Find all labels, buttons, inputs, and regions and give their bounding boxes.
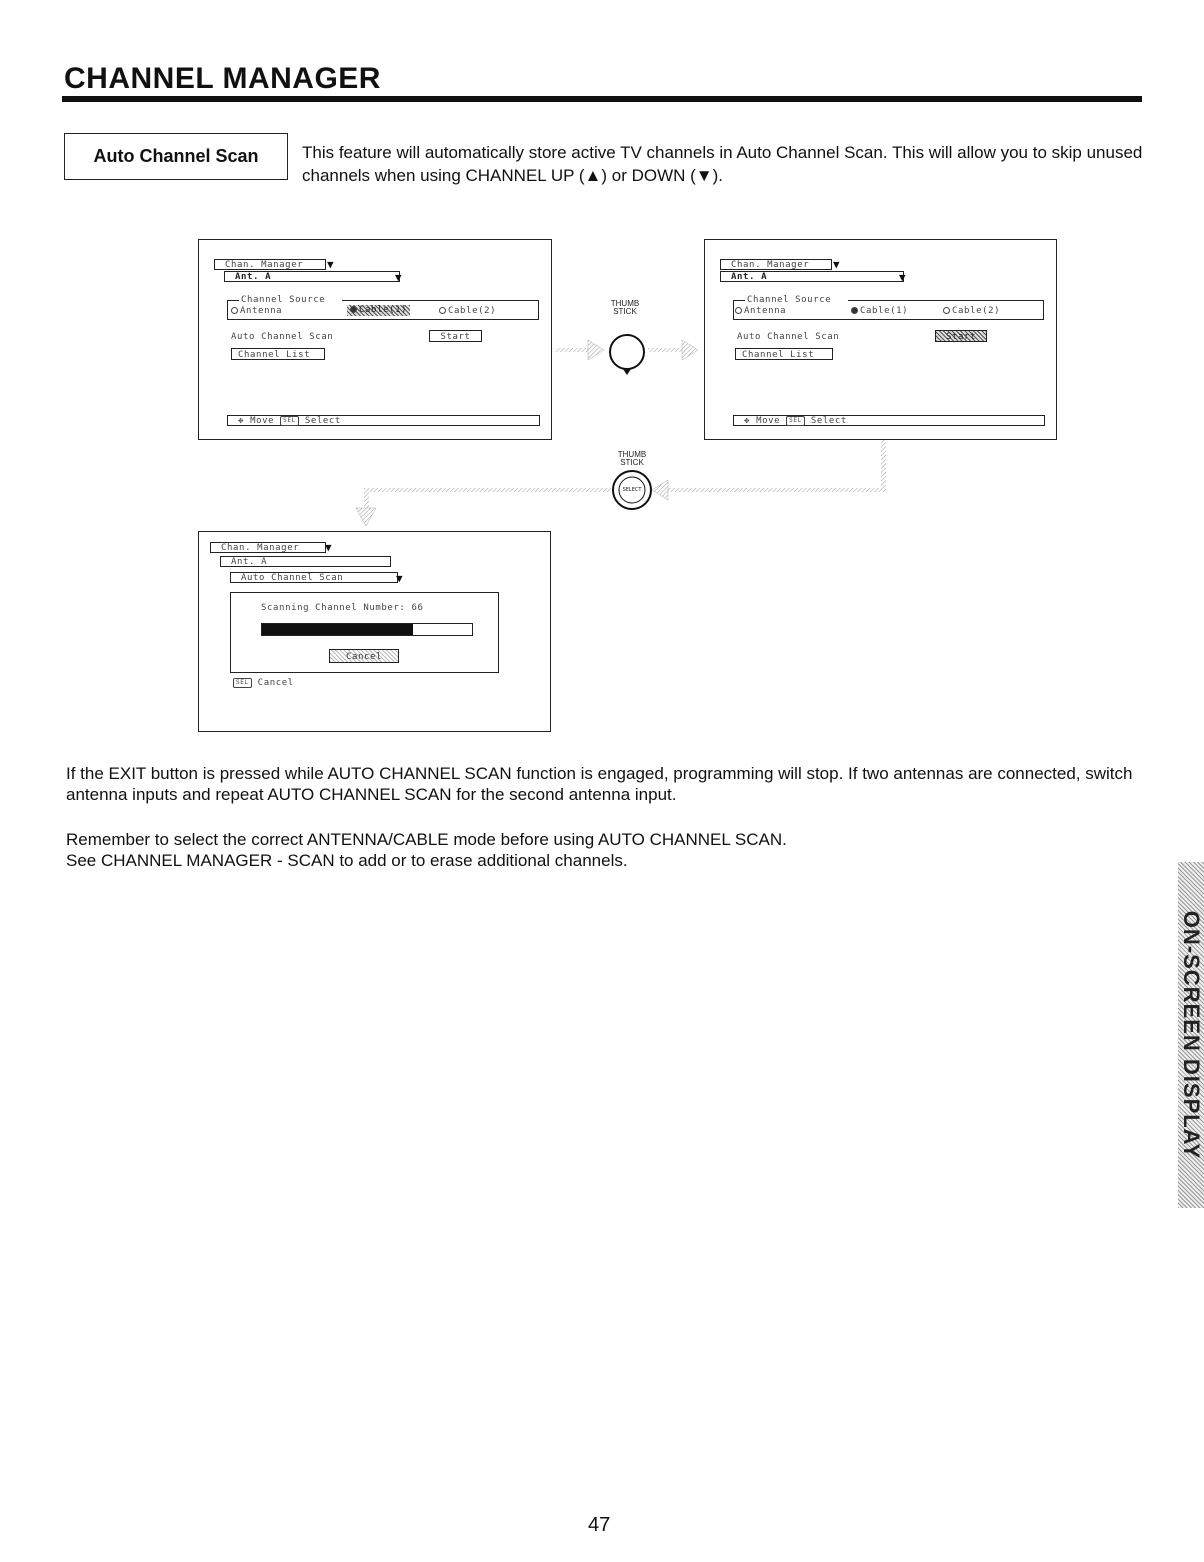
paragraph-see-also: See CHANNEL MANAGER - SCAN to add or to erase additional channels.: [66, 851, 628, 870]
feature-label: Auto Channel Scan: [93, 146, 259, 166]
option-antenna[interactable]: Antenna: [231, 306, 282, 317]
menu-title: Chan. Manager: [731, 260, 810, 270]
arrow-right-icon: [648, 340, 698, 360]
move-icon: ✥: [744, 416, 751, 426]
start-button[interactable]: Start: [429, 330, 482, 342]
page-title: CHANNEL MANAGER: [64, 62, 381, 95]
thumb-stick-icon: [610, 335, 644, 375]
footer-select: Select: [304, 416, 341, 426]
submenu-label: Auto Channel Scan: [241, 573, 344, 583]
paragraph-reminder: Remember to select the correct ANTENNA/CABLE mode before using AUTO CHANNEL SCAN.: [66, 830, 787, 849]
menu-title: Chan. Manager: [225, 260, 304, 270]
flow-diagram: [0, 0, 1204, 760]
chevron-down-icon: ▼: [899, 271, 907, 284]
chevron-down-icon: ▼: [395, 271, 403, 284]
sel-key-icon: SEL: [786, 416, 805, 426]
thumb-stick-label: THUMB STICK: [617, 450, 647, 467]
footer-cancel: SEL Cancel: [233, 678, 294, 689]
option-cable-2[interactable]: Cable(2): [439, 306, 496, 317]
chevron-down-icon: ▼: [327, 258, 335, 271]
channel-source-label: Channel Source: [747, 295, 832, 305]
start-button[interactable]: Start: [935, 330, 987, 342]
footer-select: Select: [810, 416, 847, 426]
arrow-right-icon: [556, 340, 604, 360]
return-path: [652, 440, 886, 500]
auto-channel-scan-label: Auto Channel Scan: [737, 332, 840, 342]
scanning-text: Scanning Channel Number: 66: [261, 603, 424, 613]
arrow-down-path: [356, 488, 611, 526]
move-icon: ✥: [238, 416, 245, 426]
chevron-down-icon: ▼: [325, 541, 333, 554]
menu-title: Chan. Manager: [221, 543, 300, 553]
option-cable-2[interactable]: Cable(2): [943, 306, 1000, 317]
footer-move: Move: [756, 416, 781, 426]
chevron-down-icon: ▼: [833, 258, 841, 271]
option-cable-1[interactable]: Cable(1): [851, 306, 908, 317]
channel-list-button[interactable]: Channel List: [735, 348, 833, 360]
page-number: 47: [588, 1514, 611, 1536]
sel-key-icon: SEL: [280, 416, 299, 426]
input-label: Ant. A: [231, 557, 268, 567]
sel-key-icon: SEL: [233, 678, 252, 688]
option-cable-1[interactable]: Cable(1): [347, 305, 410, 316]
paragraph-exit: If the EXIT button is pressed while AUTO CHANNEL SCAN function is engaged, programming will stop. If two antennas are connected, switch antenna inputs and repeat AUTO CHANNEL SCAN for the second antenna input.: [66, 764, 1133, 804]
cancel-button[interactable]: Cancel: [329, 649, 399, 663]
feature-description: This feature will automatically store active TV channels in Auto Channel Scan. This will allow you to skip unused channels when using CHANNEL UP (▲) or DOWN (▼).: [302, 143, 1143, 185]
channel-source-label: Channel Source: [241, 295, 326, 305]
option-antenna[interactable]: Antenna: [735, 306, 786, 317]
chevron-down-icon: ▼: [396, 572, 404, 585]
thumb-stick-label: THUMB STICK: [610, 299, 640, 316]
input-label: Ant. A: [731, 272, 768, 282]
input-label: Ant. A: [235, 272, 272, 282]
channel-list-button[interactable]: Channel List: [231, 348, 325, 360]
auto-channel-scan-label: Auto Channel Scan: [231, 332, 334, 342]
footer-move: Move: [250, 416, 275, 426]
channel-number: 66: [411, 603, 424, 613]
select-label: SELECT: [622, 487, 642, 493]
